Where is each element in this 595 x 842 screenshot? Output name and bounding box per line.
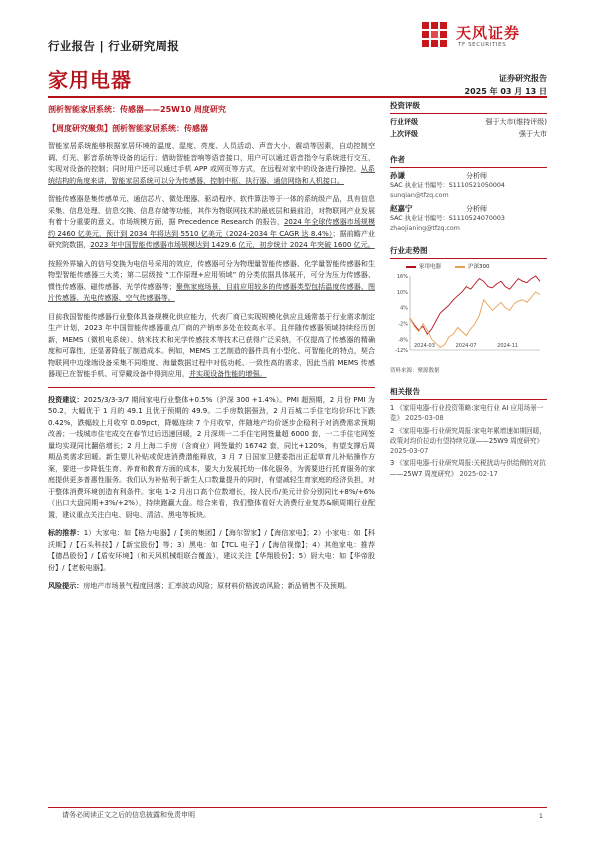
author-block [390, 204, 547, 233]
authors-title: 作者 [390, 154, 547, 168]
x-tick-label: 2024-03 [414, 343, 435, 349]
paragraph-sensor-market [48, 193, 375, 251]
author-license: SAC 执业证书编号：S1110524070003 [390, 215, 505, 222]
related-report-item[interactable] [390, 426, 547, 457]
x-tick-label: 2024-11 [497, 343, 519, 349]
x-tick-label: 2024-07 [455, 343, 477, 349]
legend-item [406, 262, 441, 270]
legend-label: 家用电器 [419, 264, 442, 270]
rating-row [390, 117, 547, 129]
sidebar [390, 100, 547, 481]
rating-value: 强于大市(维持评级) [485, 118, 547, 126]
author-block [390, 171, 547, 200]
investment-text: 2025/3/3-3/7 期间家电行业整体+0.5%（沪深 300 +1.4%）。PMI 超预期，2 月份 PMI 为 50.2，大幅优于 1 月的 49.1 且优于预期的 49.9。二手房数据强劲，2 月百城二手住宅均价环比下跌 0.42%，跌幅较上月收窄 0.09pct，降幅连续 7 个月收窄，伴随地产均价逐步企稳利于对消费需求预期改善；一线城市住宅成交在春节过后迅速回暖，2 月深圳一二手住宅网签量超 6000 套，一二手住宅网签量均实现同比翻倍增长；2 月上海二手房（含商业）网签量约 16742 套，同比+120%，有望支撑后周期品类需求回暖。新生婴儿补贴或促进消费潜能释放，3 月 7 日国家卫健委指出正起草育儿补贴操作方案，要进一步降低生育、养育和教育方面的成本，要大力发展托幼一体化服务，为需要进行托育服务的家庭提供更多普惠性服务。我们认为补贴利于新生人口数量提升的同时，有望减轻生育家庭的经济负担，对于整体消费环境创造有利条件。家电 1-2 月出口高个位数增长，按人民币/美元计价分别同比+8%/+6%（出口大盘同期+3%/+2%），持续跑赢大盘。综合来看，我们整体看好大消费行业复苏&顺周期行业配置，建议重点关注白电、厨电、清洁、黑电等板块。 [48, 394, 375, 519]
rating-title: 投资评级 [390, 100, 547, 114]
y-tick-label: -12% [395, 348, 408, 354]
paragraph-sensor-supply [48, 311, 375, 380]
picks-label: 标的推荐： [48, 528, 84, 537]
paragraph-risk [48, 580, 375, 592]
para3-text: 按照外界输入的信号变换为电信号采用的效应，传感器可分为物理量智能传感器、化学量智能传感器和生物型智能传感器三大类；第二层级按 “工作原理+应用领域” 的分类依据具体展开，可分为压力传感器、惯性传感器、磁传感器、光学传感器等； [48, 258, 375, 291]
para2-text: 智能传感器是集传感单元、通信芯片、微处理器、驱动程序、软件算法等于一体的系统级产品，具有信息采集、信息处理、信息交换、信息存储等功能，其作为物联网技术的最底层和最前沿，对物联网产业发展有着十分重要的意义。市场规模方面，据 Precedence Research 的报告， [48, 194, 375, 226]
series-line-csi300 [410, 292, 540, 348]
rating-label: 上次评级 [390, 129, 418, 138]
logo-mark-icon [422, 22, 448, 48]
author-license: SAC 执业证书编号：S1110521050004 [390, 182, 505, 189]
para2-highlight-china: 2023 年中国智能传感器市场规模达到 1429.6 亿元，初步统计 2024 年突破 1600 亿元。 [90, 240, 375, 249]
risk-text: 房地产市场景气程度回落；汇率波动风险；原材料价格波动风险；新品销售不及预期。 [83, 581, 352, 590]
legend-swatch [455, 266, 465, 268]
y-tick-label: 10% [396, 289, 408, 296]
y-tick-label: -8% [398, 337, 408, 344]
report-date: 2025 年 03 月 13 日 [464, 87, 547, 96]
related-report-date: 2025-03-07 [390, 447, 429, 456]
rating-row [390, 129, 547, 141]
logo-text-en: TF SECURITIES [458, 42, 507, 48]
related-report-item[interactable] [390, 403, 547, 424]
related-report-title[interactable]: 3 《家用电器-行业研究周报:关税扰动与供给侧的对抗——25W7 周度研究》 [390, 459, 546, 478]
para1-highlight: 从系统结构的角度来讲，智能家居系统可以分为传感器、控制中枢、执行器、通信网络和人机接口。 [48, 164, 375, 185]
para1-text: 智能家居系统能够根据家居环境的温度、湿度、亮度、人员活动、声音大小、震动等因素，自动控制空调、灯光、影音系统等设备的运行；借助智能音响等语音接口，用户可以通过语音指令与系统进行交互，实现对设备的控制；同时用户还可以通过手机 APP 或网页等方式，在远程对家中的设备进行操控。 [48, 141, 375, 173]
para2-text-mid: ；据前瞻产业研究院数据， [48, 228, 375, 249]
report-type: 证券研究报告 [499, 74, 547, 83]
report-category: 行业报告 | 行业研究周报 [48, 39, 180, 53]
para4-text: 目前我国智能传感器行业整体具备规模化供应能力，代表厂商已实现规模化供应且通常基于行业需求制定生产计划，2023 年中国智能传感器重点厂商的产销率多处在较高水平。且伴随传感器领域持续经历创新，MEMS（微机电系统）、纳米技术和光学传感技术等技术已获得广泛采纳，不仅提高了传感器的精确度和可靠性，还显著降低了制造成本。例如，MEMS 工艺制造的器件具有小型化、可智能化的特点，契合物联网中边缘端设备采集不同维度、海量数据过程中对低功耗、一致性高的需求，因此当前 MEMS 传感器现已在智能手机、可穿戴设备中得到应用， [48, 311, 375, 378]
para4-highlight: 并实现设备性能的增强。 [188, 369, 267, 378]
related-report-item[interactable] [390, 458, 547, 479]
paragraph-smart-home [48, 140, 375, 186]
related-report-date: 2025-02-17 [457, 469, 498, 478]
author-email[interactable]: zhaojianing@tfzq.com [390, 224, 460, 232]
logo-text-cn: 天风证券 [456, 24, 521, 42]
page-number: 1 [538, 812, 543, 820]
investment-label: 投资建议： [48, 394, 84, 404]
legend-item [455, 262, 490, 270]
paragraph-picks [48, 527, 375, 573]
series-line-appliance [410, 276, 540, 334]
trend-chart [390, 270, 547, 360]
page-title: 家用电器 [48, 68, 132, 92]
y-tick-label: -2% [398, 321, 408, 328]
para3-highlight: 聚焦家庭场景，目前应用较多的传感器类型包括温度传感器、图片传感器、光电传感器、空气传感器等。 [48, 281, 375, 302]
risk-label: 风险提示： [48, 581, 84, 590]
report-subtitle: 剖析智能家居系统：传感器——25W10 周度研究 [48, 105, 226, 114]
related-report-title[interactable]: 2 《家用电器-行业研究周报:家电年累增速如期回暖，政策对均价拉动有望持续兑现——25W9 周度研究》 [390, 426, 546, 445]
author-name: 孙谦 [390, 171, 405, 180]
legend-label: 沪深300 [468, 264, 490, 270]
chart-source: 资料来源：聚源数据 [390, 368, 440, 374]
y-tick-label: 4% [400, 305, 408, 312]
related-title: 相关报告 [390, 386, 547, 400]
header-divider [48, 96, 547, 98]
section-divider [48, 387, 375, 388]
footer-divider [48, 807, 547, 808]
y-tick-label: 16% [396, 274, 408, 280]
related-report-title[interactable]: 1 《家用电器-行业投资策略:家电行业 AI 应用场景一览》 [390, 404, 544, 423]
section-heading: 【周度研究聚焦】剖析智能家居系统：传感器 [48, 124, 208, 133]
rating-label: 行业评级 [390, 118, 418, 126]
author-name: 赵嘉宁 [390, 204, 413, 213]
para2-highlight-global: 2024 年全球传感器市场规模约 2460 亿美元，预计到 2034 年将达到 5510 亿美元（2024-2034 年 CAGR 达 8.4%） [48, 217, 375, 238]
paragraph-investment [48, 394, 375, 521]
picks-text: 1）大家电：如【格力电器】/【美的集团】/【海尔智家】/【海信家电】；2）小家电：如【科沃斯】/【石头科技】/【新宝股份】等；3）黑电：如【TCL 电子】/【海信视像】；4）其他家电：推荐【德昌股份】/【盾安环境】（和天风机械组联合覆盖），建议关注【华翔股份】；5）厨大电：如【华帝股份】/【老板电器】。 [48, 528, 375, 572]
brand-logo [422, 20, 552, 54]
rating-value: 强于大市 [519, 129, 547, 138]
footer-disclaimer: 请务必阅读正文之后的信息披露和免责申明 [62, 811, 195, 819]
chart-legend [406, 262, 547, 270]
main-content [48, 104, 375, 599]
trend-title: 行业走势图 [390, 245, 547, 259]
paragraph-sensor-types [48, 258, 375, 304]
author-role: 分析师 [466, 172, 487, 180]
author-role: 分析师 [466, 205, 487, 213]
author-email[interactable]: sunqian@tfzq.com [390, 191, 449, 199]
related-report-date: 2025-03-08 [403, 414, 444, 423]
legend-swatch [406, 266, 416, 268]
related-list [390, 403, 547, 479]
